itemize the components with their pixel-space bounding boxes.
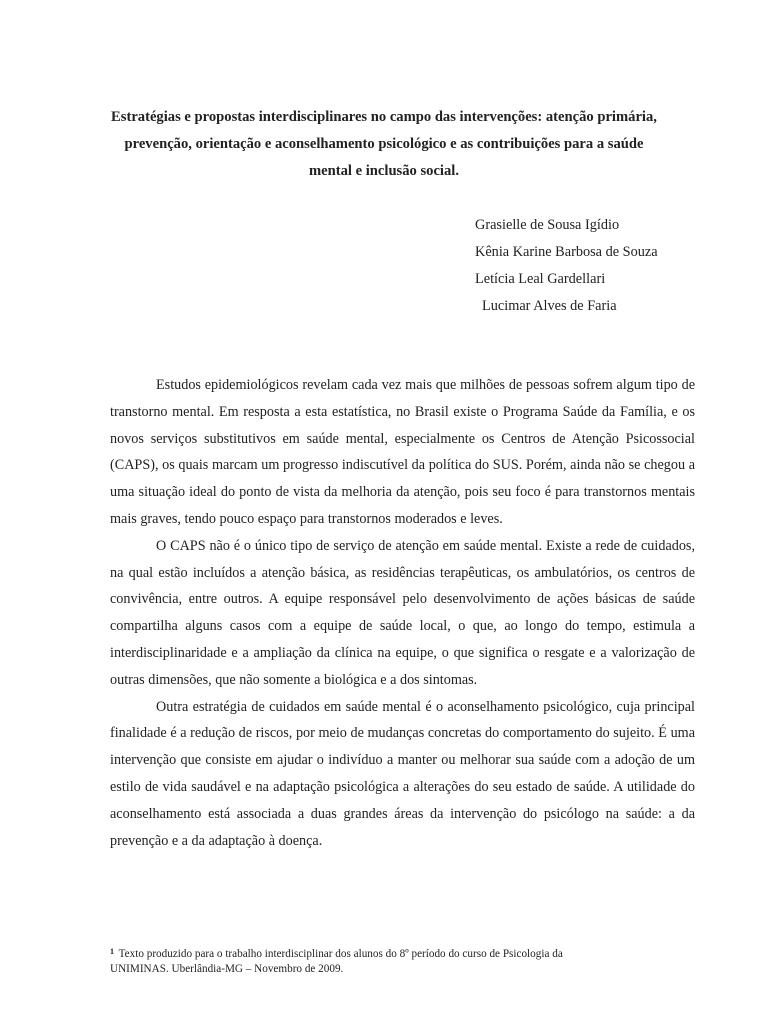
title-line: prevenção, orientação e aconselhamento psicológico e as contribuições para a saúde — [124, 136, 644, 152]
author-name: Letícia Leal Gardellari — [475, 271, 606, 287]
author-name: Kênia Karine Barbosa de Souza — [475, 244, 658, 260]
footnote — [110, 944, 710, 977]
author-name: Grasielle de Sousa Igídio — [475, 217, 620, 233]
title-line: mental e inclusão social. — [309, 163, 459, 179]
body-paragraph: O CAPS não é o único tipo de serviço de atenção em saúde mental. Existe a rede de cuidados, na qual estão incluídos a atenção básica, as residências terapêuticas, os ambulatórios, os centros de convivência, entre outros. A equipe responsável pelo desenvolvimento de ações básicas de saúde compartilha alguns casos com a equipe de saúde local, o que, ao longo do tempo, estimula a interdisciplinaridade e a ampliação da clínica na equipe, o que significa o resgate e a valorização de outras dimensões, que não somente a biológica e a dos sintomas. — [110, 537, 695, 688]
body-paragraph: Estudos epidemiológicos revelam cada vez mais que milhões de pessoas sofrem algum tipo de transtorno mental. Em resposta a esta estatística, no Brasil existe o Programa Saúde da Família, e os novos serviços substitutivos em saúde mental, especialmente os Centros de Atenção Psicossocial (CAPS), os quais marcam um progresso indiscutível da política do SUS. Porém, ainda não se chegou a uma situação ideal do ponto de vista da melhoria da atenção, pois seu foco é para transtornos mentais mais graves, tendo pouco espaço para transtornos moderados e leves. — [110, 377, 695, 527]
author-name: Lucimar Alves de Faria — [482, 298, 617, 314]
footnote-line: UNIMINAS. Uberlândia-MG – Novembro de 2009. — [110, 963, 344, 975]
author-list — [475, 212, 765, 320]
footnote-marker: 1 — [110, 947, 114, 956]
title-line: Estratégias e propostas interdisciplinares no campo das intervenções: atenção primária, — [111, 109, 657, 125]
document-title — [100, 104, 668, 185]
body-paragraph: Outra estratégia de cuidados em saúde mental é o aconselhamento psicológico, cuja principal finalidade é a redução de riscos, por meio de mudanças concretas do comportamento do sujeito. É uma intervenção que consiste em ajudar o indivíduo a manter ou melhorar sua saúde com a adoção de um estilo de vida saudável e na adaptação psicológica a alterações do seu estado de saúde. A utilidade do aconselhamento está associada a duas grandes áreas da intervenção do psicólogo na saúde: a da prevenção e a da adaptação à doença. — [110, 698, 695, 849]
footnote-text: Texto produzido para o trabalho interdisciplinar dos alunos do 8º período do curso de Psicologia da — [118, 948, 563, 960]
footnote-line — [110, 944, 710, 962]
document-body — [110, 372, 695, 854]
